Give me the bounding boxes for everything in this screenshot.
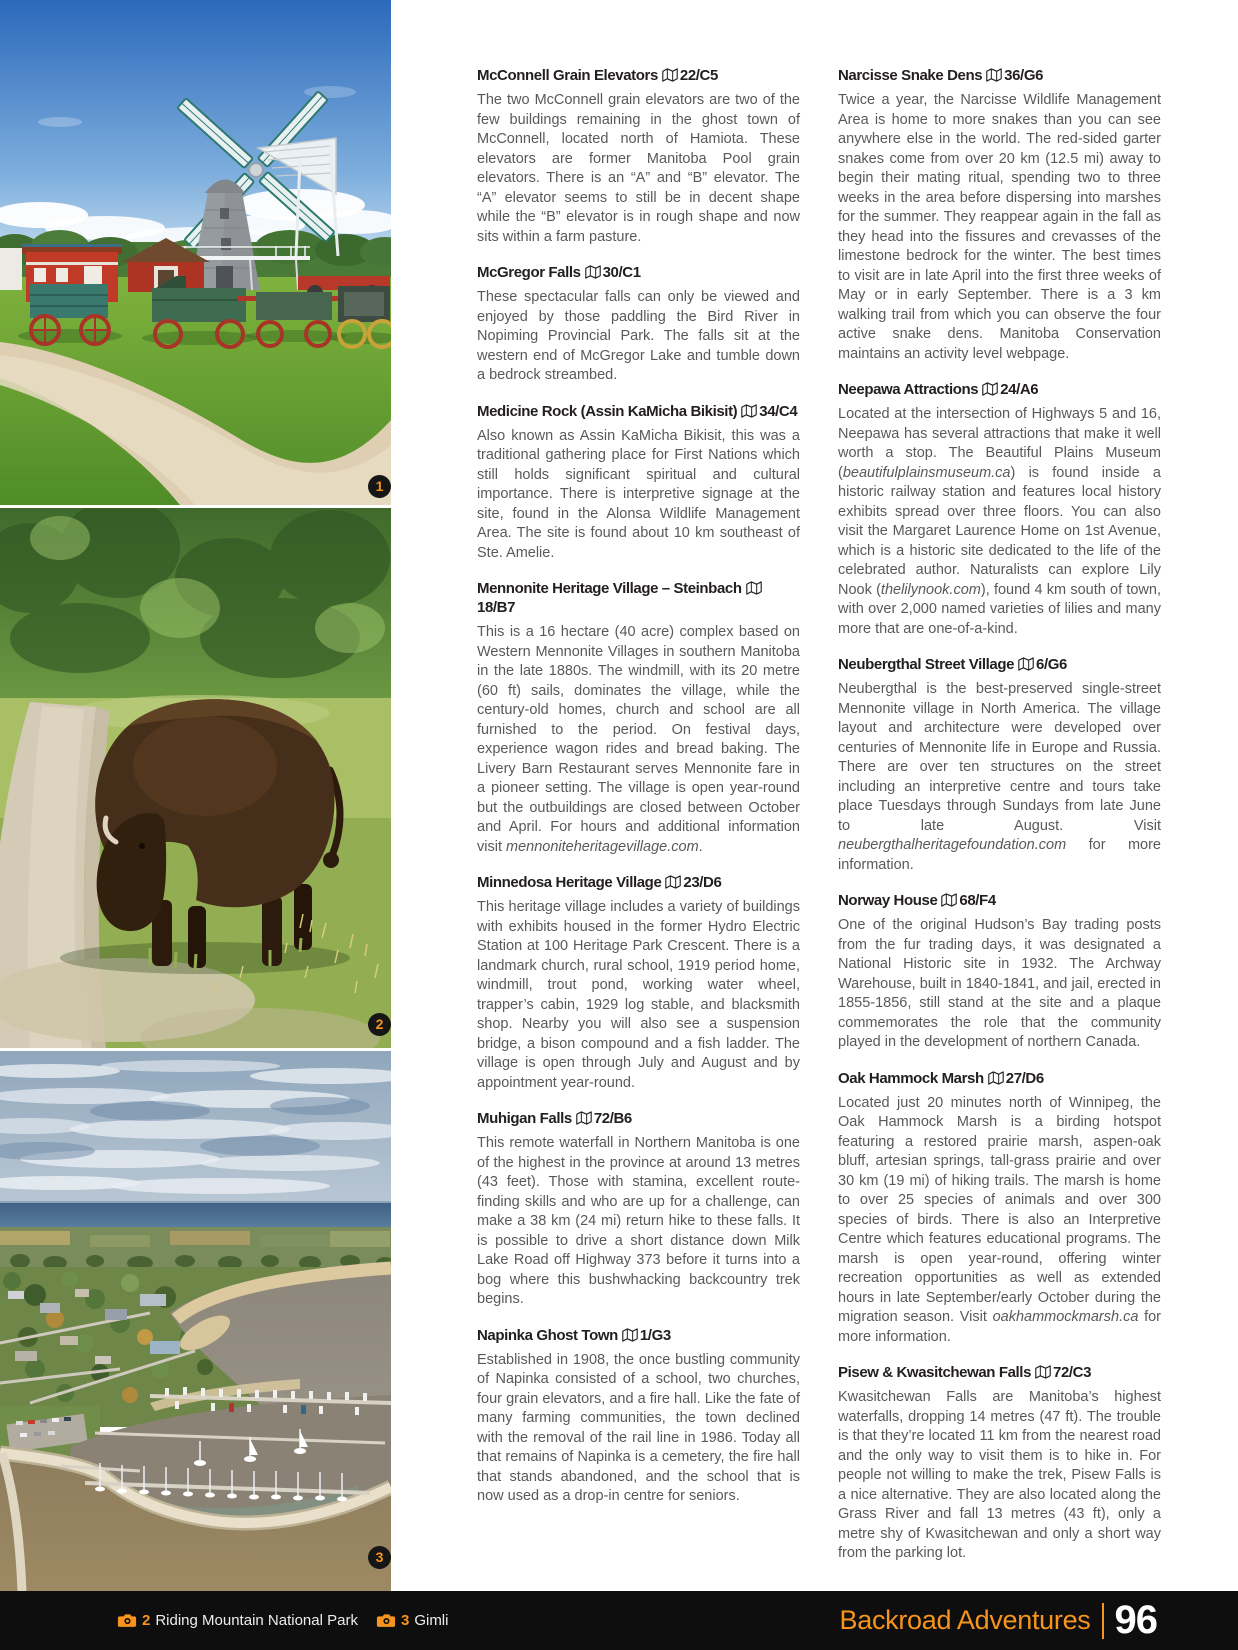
description-text: Established in 1908, the once bustling community of Napinka consisted of a school, two churches, four grain elevators, and a fire hall. Like the fate of many farming communities, the town declined with the removal of the rail line in 1986. Today all that remains of Napinka is a cemetery, the fire hall that stands abandoned, and the school that is now used as a drop-in centre for seniors. — [477, 1351, 800, 1504]
website-url: beautifulplainsmuseum.ca — [842, 464, 1011, 481]
page-number: 96 — [1114, 1598, 1157, 1642]
map-reference: 6/G6 — [1036, 656, 1067, 673]
photo-number-badge: 3 — [368, 1546, 391, 1569]
credit-number: 2 — [142, 1612, 151, 1629]
map-icon — [1018, 655, 1034, 674]
map-icon — [576, 1109, 592, 1128]
attraction-name: Narcisse Snake Dens — [838, 67, 983, 84]
map-reference: 34/C4 — [759, 402, 798, 420]
map-icon — [988, 1069, 1004, 1088]
map-reference: 22/C5 — [679, 67, 718, 84]
map-icon — [986, 66, 1002, 85]
map-icon — [665, 873, 681, 892]
attraction-title — [838, 655, 1161, 674]
website-url: thelilynook.com — [880, 581, 981, 598]
photo-credit — [117, 1612, 358, 1629]
attraction-description — [477, 1351, 800, 1507]
photo-number-badge: 2 — [368, 1013, 391, 1036]
map-reference: 30/C1 — [602, 264, 641, 281]
attraction-entry — [838, 891, 1161, 1053]
attraction-entry — [838, 655, 1161, 875]
attraction-entry — [477, 579, 800, 857]
map-icon — [622, 1326, 638, 1345]
page-footer — [0, 1591, 1238, 1650]
attraction-title — [477, 402, 800, 421]
attraction-description — [477, 623, 800, 857]
credit-number: 3 — [400, 1612, 410, 1629]
map-reference: 68/F4 — [959, 892, 996, 909]
text-column-left — [477, 66, 800, 1507]
map-reference: 72/B6 — [593, 1110, 632, 1127]
text-column-right — [838, 66, 1161, 1564]
website-url: mennoniteheritagevillage.com — [506, 838, 699, 855]
attraction-title — [838, 380, 1161, 399]
website-url: oakhammockmarsh.ca — [992, 1309, 1139, 1325]
attraction-description — [477, 91, 800, 247]
attraction-title — [477, 1109, 800, 1128]
attraction-description — [838, 1388, 1161, 1564]
map-icon — [741, 402, 757, 421]
map-icon — [1035, 1363, 1051, 1382]
attraction-description — [838, 1094, 1161, 1348]
attraction-name: McGregor Falls — [477, 264, 581, 281]
photo-gimli-aerial — [0, 1051, 391, 1591]
photo-credit — [376, 1612, 449, 1629]
website-url: neubergthalheritagefoundation.com — [838, 837, 1067, 853]
map-icon — [982, 380, 998, 399]
description-text: . — [698, 838, 703, 855]
photo-column — [0, 0, 391, 1594]
attraction-name: Oak Hammock Marsh — [838, 1069, 984, 1087]
attraction-name: Muhigan Falls — [477, 1110, 572, 1127]
description-text: for more information. — [838, 837, 1161, 873]
attraction-title — [838, 66, 1161, 85]
attraction-entry — [477, 1326, 800, 1507]
attraction-entry — [477, 402, 800, 564]
description-text: ) is found inside a historic railway station and features local history exhibits spread over three floors. You can also visit the Margaret Laurence Home on 1st Avenue, which is a historic site dedicated to the life of the celebrated author. Naturalists can explore Lily Nook ( — [838, 464, 1161, 598]
description-text: Also known as Assin KaMicha Bikisit, this was a traditional gathering place for First Nations which still holds significant spiritual and cultural importance. There is interpretive signage at the site, found in the Alonsa Wildlife Management Area. The site is found about 10 km southeast of Ste. Amelie. — [477, 427, 800, 561]
attraction-name: Neepawa Attractions — [838, 381, 979, 398]
attraction-entry — [477, 873, 800, 1093]
photo-number-badge: 1 — [368, 475, 391, 498]
attraction-title — [838, 891, 1161, 910]
attraction-entry — [838, 1363, 1161, 1564]
description-text: Kwasitchewan Falls are Manitoba’s highest waterfalls, dropping 14 metres (47 ft). The trouble is that they’re located 11 km from the nearest road and the only way to visit them is to hike in. For people not willing to make the trek, Pisew Falls is a nice alternative. They are also located along the Grass River and fall 13 metres (43 ft), only a metre shy of Kwasitchewan and only a short way from the parking lot. — [838, 1389, 1161, 1561]
map-reference: 23/D6 — [683, 874, 722, 891]
attraction-description — [838, 916, 1161, 1053]
map-reference: 27/D6 — [1005, 1069, 1044, 1087]
attraction-description — [477, 288, 800, 386]
attraction-title — [477, 1326, 800, 1345]
description-text: The two McConnell grain elevators are two of the few buildings remaining in the ghost town of McConnell, located north of Hamiota. These elevators are former Manitoba Pool grain elevators. There is an “A” and “B” elevator. The “A” elevator seems to still be in decent shape while the “B” elevator is in rough shape and now sits within a farm pasture. — [477, 92, 800, 245]
map-reference: 1/G3 — [639, 1326, 671, 1344]
attraction-entry — [477, 263, 800, 386]
map-icon — [941, 891, 957, 910]
attraction-name: Minnedosa Heritage Village — [477, 874, 662, 891]
description-text: One of the original Hudson’s Bay trading posts from the fur trading days, it was designated a National Historic site in 1932. The Archway Warehouse, built in 1840-1841, and jail, erected in 1855-1856, still stand at the site and a plaque commemorates the role that the community played in the development of northern Canada. — [838, 917, 1161, 1050]
attraction-entry — [838, 1069, 1161, 1348]
map-icon — [585, 263, 601, 282]
description-text: for more information. — [838, 1309, 1162, 1345]
attraction-name: Norway House — [838, 892, 938, 909]
bison-photo-illustration — [0, 508, 391, 1048]
brand-title: Backroad Adventures — [839, 1605, 1091, 1635]
windmill-photo-illustration — [0, 0, 391, 505]
gimli-aerial-illustration — [0, 1051, 391, 1591]
map-icon — [662, 66, 678, 85]
attraction-title — [477, 873, 800, 892]
attraction-title — [477, 66, 800, 85]
attraction-description — [838, 91, 1161, 364]
attraction-name: Pisew & Kwasitchewan Falls — [838, 1364, 1032, 1381]
map-reference: 36/G6 — [1004, 67, 1044, 84]
photo-credits — [117, 1591, 448, 1650]
attraction-title — [838, 1363, 1161, 1382]
credit-label: Riding Mountain National Park — [155, 1612, 358, 1629]
photo-windmill-village — [0, 0, 391, 505]
description-text: This remote waterfall in Northern Manitoba is one of the highest in the province at around 13 metres (43 feet). Those with stamina, excellent route-finding skills and who are up for a challenge, can make a 38 km (24 mi) return hike to these falls. It is possible to drive a short distance down Milk Lake Road off Highway 373 before it turns into a bog where this bushwhacking backcountry trek begins. — [477, 1135, 800, 1307]
description-text: These spectacular falls can only be viewed and enjoyed by those paddling the Bird River in Nopiming Provincial Park. The falls sit at the western end of McGregor Lake and tumble down a bedrock streambed. — [477, 289, 800, 383]
attraction-name: Mennonite Heritage Village – Steinbach — [477, 580, 742, 597]
attraction-description — [477, 898, 800, 1093]
attraction-description — [477, 427, 800, 564]
map-icon — [746, 579, 762, 598]
attraction-title — [838, 1069, 1161, 1088]
attraction-name: Napinka Ghost Town — [477, 1326, 618, 1344]
attraction-entry — [838, 380, 1161, 639]
brand-block — [840, 1591, 1157, 1650]
attraction-description — [838, 680, 1161, 875]
attraction-description — [477, 1134, 800, 1310]
map-reference: 18/B7 — [477, 599, 516, 616]
photo-bison — [0, 508, 391, 1048]
description-text: Neubergthal is the best-preserved single-street Mennonite village in North America. The village layout and architecture were developed over centuries of Mennonite life in Europe and Russia. There are over ten structures on the street including an interpretive centre and tours take place Tuesdays through Sundays from late June to late August. Visit — [838, 681, 1161, 834]
camera-icon — [117, 1613, 137, 1628]
attraction-name: Medicine Rock (Assin KaMicha Bikisit) — [477, 402, 738, 420]
camera-icon — [376, 1613, 396, 1628]
description-text: This heritage village includes a variety of buildings with exhibits housed in the former Hydro Electric Station at 100 Heritage Park Crescent. There is a landmark church, rural school, 1919 period home, windmill, trout pond, working water wheel, trapper’s cabin, 1929 log stable, and blacksmith shop. Nearby you will also see a suspension bridge, a bison compound and a fish ladder. The village is open through July and August and by appointment year-round. — [477, 899, 800, 1091]
attraction-name: McConnell Grain Elevators — [477, 67, 658, 84]
map-reference: 24/A6 — [1000, 381, 1039, 398]
attraction-description — [838, 405, 1161, 639]
attraction-entry — [477, 1109, 800, 1310]
description-text: Located just 20 minutes north of Winnipeg, the Oak Hammock Marsh is a birding hotspot featuring a restored prairie marsh, aspen-oak bluff, artesian springs, tall-grass prairie and over 30 km (19 mi) of hiking trails. The marsh is home to over 25 species of animals and over 300 species of birds. There is also an Interpretive Centre which features educational programs. The marsh is open year-round, offering winter recreation opportunities as well as extended hours in late September/early October during the migration season. Visit — [838, 1094, 1161, 1325]
description-text: Located at the intersection of Highways 5 and 16, Neepawa has several attractions that make it well worth a stop. The Beautiful Plains Museum ( — [838, 406, 1161, 481]
description-text: ), found 4 km south of town, with over 2,000 named varieties of lilies and many more that are one-of-a-kind. — [838, 581, 1161, 637]
footer-divider — [1102, 1603, 1104, 1639]
credit-label: Gimli — [414, 1612, 449, 1629]
description-text: Twice a year, the Narcisse Wildlife Management Area is home to more snakes than you can see anywhere else in the world. The red-sided garter snakes come from over 20 km (12.5 mi) away to begin their mating ritual, spending two to three weeks in the area before dispersing into marshes for the summer. They reappear again in the fall as they head into the fissures and crevasses of the limestone bedrock for the winter. The best times to visit are in late April into the first three weeks of May or in early September. There is a 3 km walking trail from which you can observe the four active snake dens. Manitoba Conservation maintains an activity level webpage. — [838, 92, 1161, 362]
map-reference: 72/C3 — [1053, 1364, 1092, 1381]
attraction-title — [477, 579, 800, 617]
attraction-name: Neubergthal Street Village — [838, 656, 1015, 673]
attraction-entry — [838, 66, 1161, 364]
attraction-entry — [477, 66, 800, 247]
description-text: This is a 16 hectare (40 acre) complex based on Western Mennonite Villages in southern Manitoba in the late 1880s. The windmill, with its 20 metre (60 ft) sails, dominates the village, while the century-old homes, church and school are all furnished to the period. On festival days, experience wagon rides and bread baking. The Livery Barn Restaurant serves Mennonite fare in a pioneer setting. The village is open year-round but the outbuildings are closed between October and April. For hours and additional information visit — [477, 624, 800, 855]
attraction-title — [477, 263, 800, 282]
